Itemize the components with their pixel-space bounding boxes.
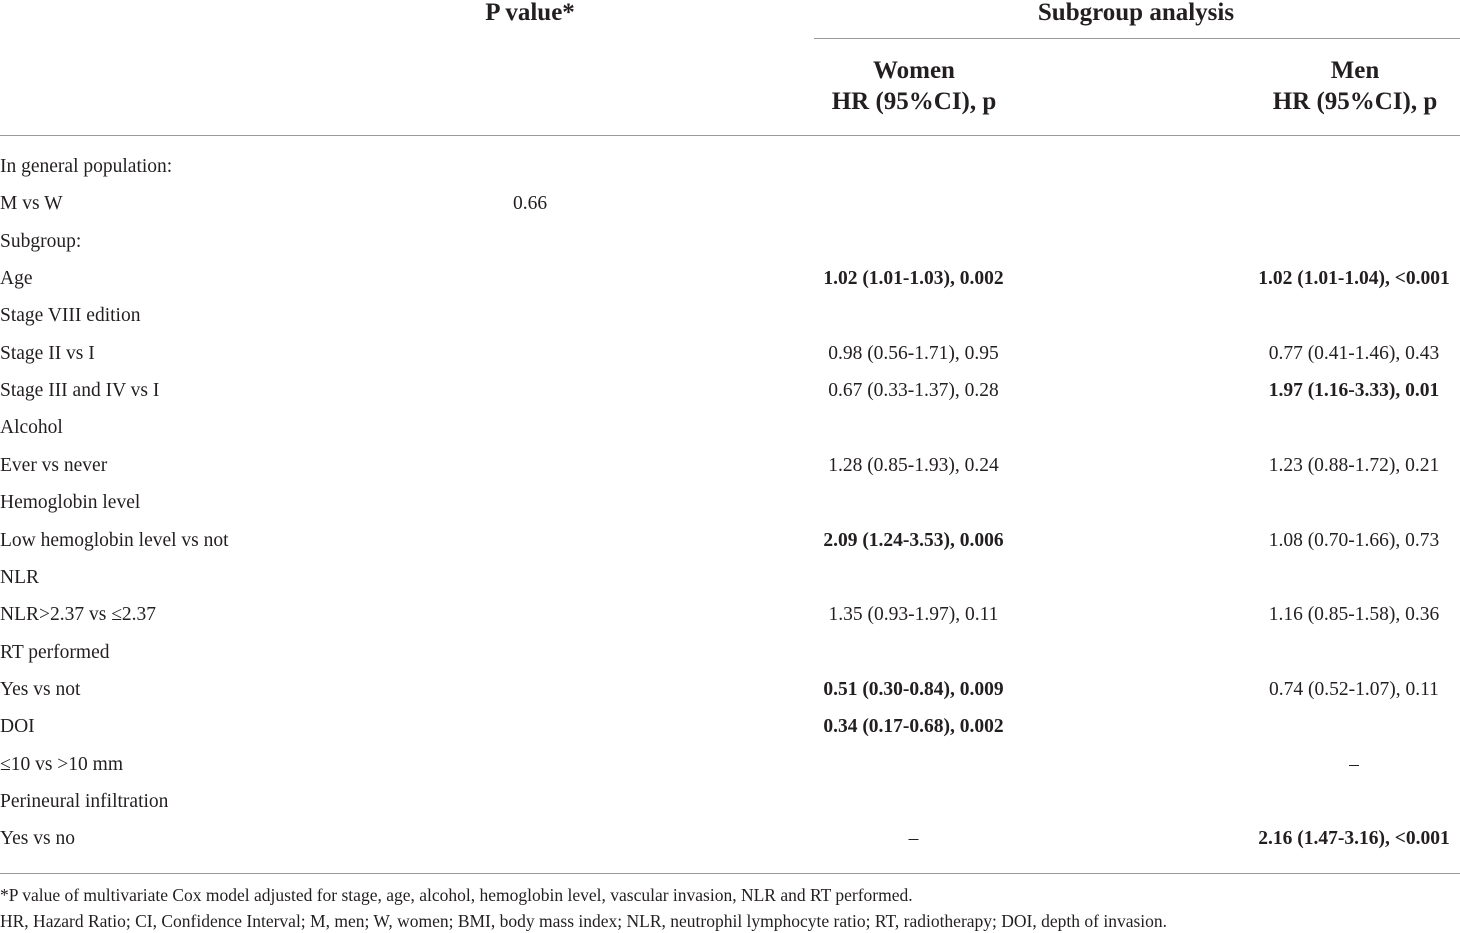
row-label: M vs W <box>0 193 63 214</box>
women-hr-cell: 1.35 (0.93-1.97), 0.11 <box>828 604 999 625</box>
women-hr-cell: 1.02 (1.01-1.03), 0.002 <box>823 268 1004 289</box>
men-hr-cell: 1.02 (1.01-1.04), <0.001 <box>1258 268 1450 289</box>
row-label: Hemoglobin level <box>0 492 141 513</box>
row-label: DOI <box>0 716 35 737</box>
row-label: Stage III and IV vs I <box>0 380 160 401</box>
table-bottom-rule <box>0 873 1460 874</box>
men-header-title: Men <box>1330 57 1380 84</box>
row-label: RT performed <box>0 642 110 663</box>
men-hr-cell: – <box>1349 754 1359 775</box>
women-hr-cell: 1.28 (0.85-1.93), 0.24 <box>828 455 999 476</box>
men-header-subtitle: HR (95%CI), p <box>1272 88 1438 115</box>
row-label: Alcohol <box>0 417 63 438</box>
footnote-abbreviations: HR, Hazard Ratio; CI, Confidence Interval; M, men; W, women; BMI, body mass index; NLR, neutrophil lymphocyte ratio; RT, radiotherapy; DOI, depth of invasion. <box>0 911 1168 931</box>
header-bottom-rule <box>0 135 1460 136</box>
men-hr-cell: 1.16 (0.85-1.58), 0.36 <box>1268 604 1440 625</box>
row-label: In general population: <box>0 156 173 177</box>
row-label: Subgroup: <box>0 231 82 252</box>
women-hr-cell: 0.98 (0.56-1.71), 0.95 <box>828 343 999 364</box>
row-label: Age <box>0 268 33 289</box>
women-hr-cell: – <box>908 828 919 849</box>
men-hr-cell: 0.77 (0.41-1.46), 0.43 <box>1268 343 1440 364</box>
women-header-subtitle: HR (95%CI), p <box>831 88 997 115</box>
women-hr-cell: 0.67 (0.33-1.37), 0.28 <box>828 380 999 401</box>
men-hr-cell: 1.97 (1.16-3.33), 0.01 <box>1268 380 1440 401</box>
row-label: ≤10 vs >10 mm <box>0 754 123 775</box>
men-hr-cell: 1.23 (0.88-1.72), 0.21 <box>1268 455 1440 476</box>
row-label: Perineural infiltration <box>0 791 169 812</box>
men-hr-cell: 2.16 (1.47-3.16), <0.001 <box>1258 828 1450 849</box>
men-hr-cell: 1.08 (0.70-1.66), 0.73 <box>1268 530 1440 551</box>
women-hr-cell: 2.09 (1.24-3.53), 0.006 <box>823 530 1004 551</box>
row-label: Stage II vs I <box>0 343 95 364</box>
row-label: Stage VIII edition <box>0 305 141 326</box>
row-label: Low hemoglobin level vs not <box>0 530 229 551</box>
men-hr-cell: 0.74 (0.52-1.07), 0.11 <box>1269 679 1439 700</box>
row-label: NLR <box>0 567 39 588</box>
p-value-cell: 0.66 <box>513 193 548 214</box>
row-label: NLR>2.37 vs ≤2.37 <box>0 604 157 625</box>
p-value-header: P value* <box>485 0 575 26</box>
subgroup-analysis-header: Subgroup analysis <box>1037 0 1235 26</box>
women-hr-cell: 0.51 (0.30-0.84), 0.009 <box>823 679 1004 700</box>
women-header-title: Women <box>873 57 955 84</box>
subgroup-header-rule <box>814 38 1460 39</box>
row-label: Ever vs never <box>0 455 108 476</box>
row-label: Yes vs no <box>0 828 75 849</box>
row-label: Yes vs not <box>0 679 81 700</box>
footnote-p-value: *P value of multivariate Cox model adjusted for stage, age, alcohol, hemoglobin level, vascular invasion, NLR and RT performed. <box>0 885 913 905</box>
women-hr-cell: 0.34 (0.17-0.68), 0.002 <box>823 716 1004 737</box>
